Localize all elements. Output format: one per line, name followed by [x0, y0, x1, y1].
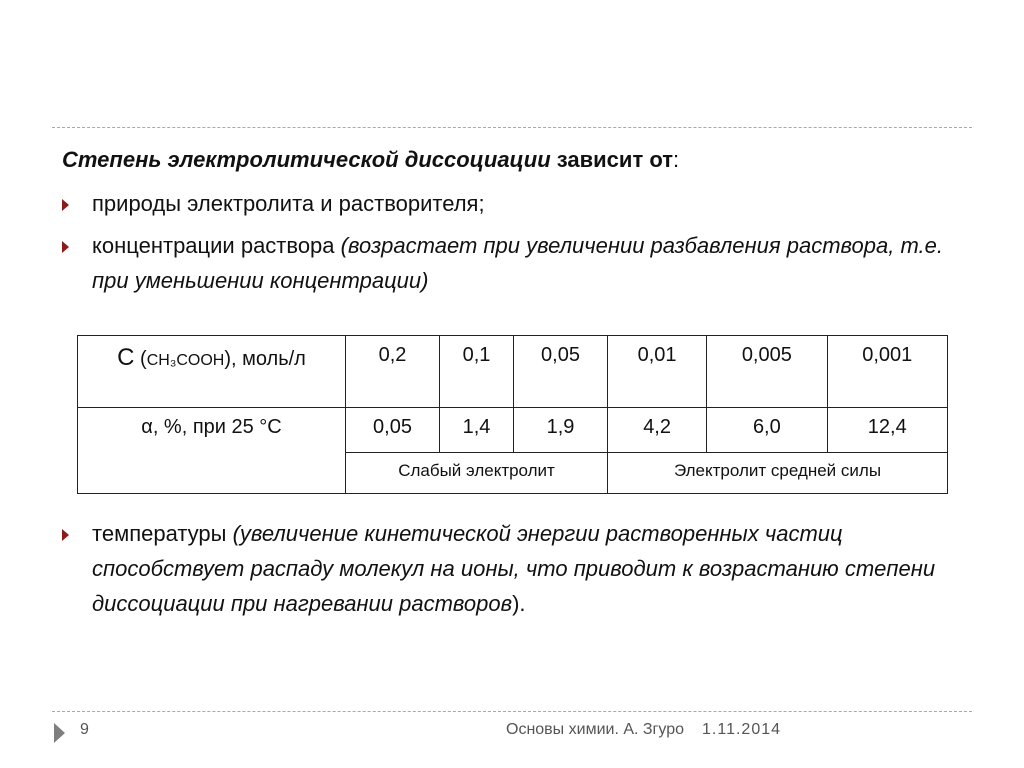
bullet-main-text: концентрации раствора [92, 233, 341, 258]
dissociation-table [77, 335, 948, 494]
alpha-label-cell: α, %, при 25 °С [78, 408, 346, 494]
table-cell: 1,4 [440, 408, 514, 453]
table-cell: 0,05 [513, 336, 607, 408]
bullet-text [92, 228, 962, 298]
bullet-item [62, 228, 962, 298]
table-row [78, 408, 948, 453]
table-cell: 0,001 [827, 336, 947, 408]
table-cell: 0,2 [346, 336, 440, 408]
bullet-note: (возрастает при увеличении разбавления раствора, т.е. при уменьшении концентрации) [92, 233, 943, 293]
acetic-acid-formula: CH₃COOH [146, 352, 225, 369]
bullet-main-text: природы электролита и растворителя; [92, 191, 485, 216]
table-cell: 0,1 [440, 336, 514, 408]
unit-label: ), моль/л [224, 348, 306, 370]
bullet-item [62, 516, 962, 621]
intro-tail: зависит от [550, 147, 673, 172]
table-cell: 1,9 [513, 408, 607, 453]
bullet-arrow-icon [62, 199, 69, 211]
bullet-arrow-icon [62, 241, 69, 253]
intro-line [62, 145, 962, 175]
page-number: 9 [80, 721, 89, 738]
concentration-label-cell [78, 336, 346, 408]
table-cell: 6,0 [707, 408, 827, 453]
table-cell: 0,005 [707, 336, 827, 408]
intro-lead: Степень электролитической диссоциации [62, 147, 551, 172]
table-cell: 12,4 [827, 408, 947, 453]
table-cell: 0,01 [608, 336, 707, 408]
bullet-item [62, 186, 962, 221]
intro-colon: : [673, 147, 680, 172]
table-row [78, 336, 948, 408]
footer-title: Основы химии. А. Згуро [506, 721, 685, 738]
bullet-note: (увеличение кинетической энергии растворенных частиц способствует распаду молекул на ионы, что приводит к возрастанию степени диссоциации при нагревании растворов [92, 521, 936, 616]
bullet-arrow-icon [62, 529, 69, 541]
table-cell: 0,05 [346, 408, 440, 453]
footer-info [506, 721, 781, 739]
bullet-main-text: температуры [92, 521, 233, 546]
bottom-divider [52, 711, 972, 712]
bullet-close: ). [512, 591, 526, 616]
paren-open: ( [134, 348, 147, 370]
c-symbol: С [117, 344, 135, 371]
bullet-text [92, 186, 962, 221]
bullet-text [92, 516, 962, 621]
top-divider [52, 127, 972, 128]
footer-date: 1.11.2014 [702, 721, 782, 738]
footer-arrow-icon [54, 723, 65, 743]
table-cell: 4,2 [608, 408, 707, 453]
medium-electrolyte-cell: Электролит средней силы [608, 453, 948, 494]
weak-electrolyte-cell: Слабый электролит [346, 453, 608, 494]
